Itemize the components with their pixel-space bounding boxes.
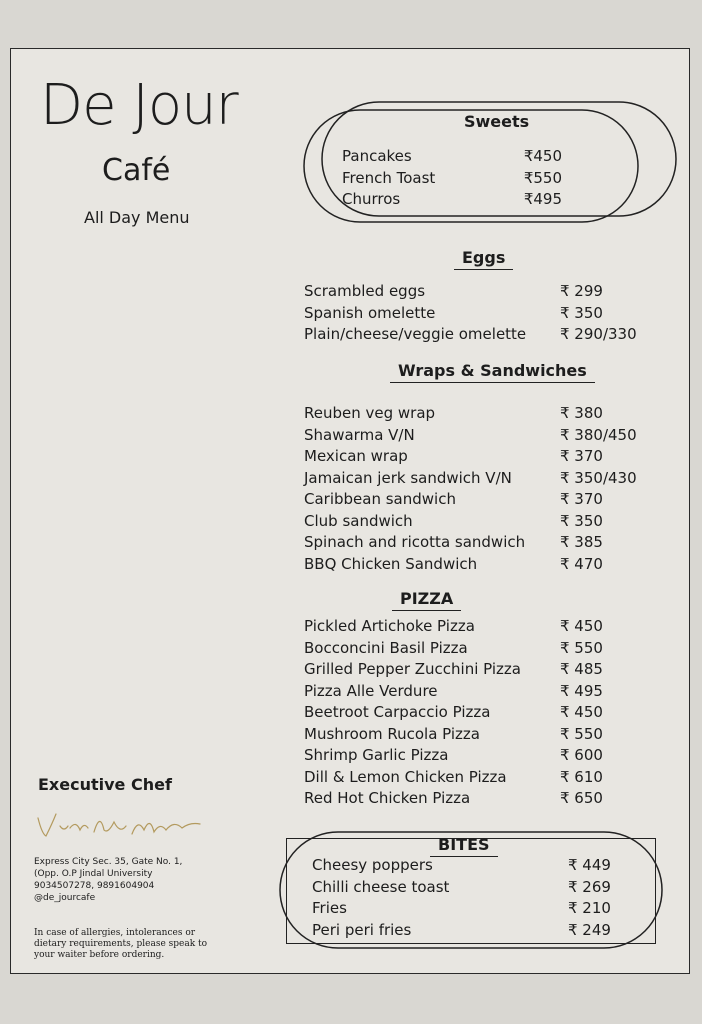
- item-price: ₹ 290/330: [560, 325, 637, 343]
- list-item: [304, 425, 637, 447]
- list-item: [304, 403, 634, 425]
- item-price: ₹ 370: [560, 447, 603, 465]
- list-item: [304, 767, 634, 789]
- contact-info: [34, 856, 182, 904]
- brand-subtitle: Café: [102, 153, 171, 188]
- item-name: Pickled Artichoke Pizza: [304, 617, 475, 635]
- item-price: ₹ 380: [560, 404, 603, 422]
- item-name: French Toast: [342, 168, 436, 187]
- item-price: ₹ 650: [560, 789, 603, 807]
- pizza-list: [304, 616, 634, 810]
- item-price: ₹ 550: [560, 638, 603, 657]
- item-price: ₹ 249: [568, 920, 611, 939]
- list-item: [304, 745, 634, 767]
- item-price: ₹ 450: [560, 703, 603, 721]
- item-name: Spinach and ricotta sandwich: [304, 533, 526, 551]
- list-item: [342, 146, 562, 168]
- item-name: Churros: [342, 190, 401, 208]
- list-item: [342, 168, 562, 190]
- list-item: [342, 189, 562, 211]
- list-item: [304, 324, 637, 346]
- item-price: ₹550: [523, 168, 562, 187]
- list-item: [304, 303, 634, 325]
- item-price: ₹ 550: [560, 724, 603, 743]
- item-name: Spanish omelette: [304, 303, 436, 322]
- item-price: ₹ 380/450: [560, 425, 637, 444]
- section-title-sweets: Sweets: [464, 112, 530, 131]
- item-name: Caribbean sandwich: [304, 490, 456, 508]
- sweets-list: [342, 146, 562, 211]
- item-price: ₹ 350/430: [560, 468, 637, 487]
- item-price: ₹ 350: [560, 511, 603, 530]
- item-price: ₹ 485: [560, 660, 603, 678]
- item-price: ₹ 299: [560, 282, 603, 300]
- menu-label: All Day Menu: [84, 208, 190, 227]
- social-handle: @de_jourcafe: [34, 893, 96, 903]
- list-item: [304, 659, 634, 681]
- list-item: [312, 920, 642, 942]
- list-item: [304, 638, 634, 660]
- item-price: ₹ 269: [568, 877, 611, 896]
- item-price: ₹ 470: [560, 554, 603, 573]
- chef-signature: [34, 804, 214, 844]
- item-name: Peri peri fries: [312, 920, 412, 939]
- item-name: Mexican wrap: [304, 447, 408, 465]
- item-price: ₹ 385: [560, 533, 603, 551]
- brand-name: De Jour: [40, 73, 238, 138]
- list-item: [304, 724, 634, 746]
- item-name: Shawarma V/N: [304, 425, 415, 444]
- eggs-list: [304, 281, 637, 346]
- item-name: Plain/cheese/veggie omelette: [304, 325, 527, 343]
- section-title-eggs: Eggs: [454, 248, 513, 270]
- item-price: ₹450: [523, 147, 562, 165]
- section-title-bites: BITES: [430, 835, 498, 857]
- section-title-pizza: PIZZA: [392, 589, 461, 611]
- item-price: ₹ 600: [560, 746, 603, 764]
- item-name: Cheesy poppers: [312, 856, 433, 874]
- item-name: Fries: [312, 899, 347, 917]
- item-name: Bocconcini Basil Pizza: [304, 638, 468, 657]
- list-item: [304, 281, 634, 303]
- list-item: [312, 898, 642, 920]
- list-item: [312, 855, 642, 877]
- list-item: [304, 446, 634, 468]
- allergy-note: In case of allergies, intolerances or dietary requirements, please speak to your waiter before ordering.: [34, 928, 208, 960]
- item-name: Grilled Pepper Zucchini Pizza: [304, 660, 521, 678]
- item-name: Pancakes: [342, 147, 412, 165]
- list-item: [304, 489, 634, 511]
- item-name: Mushroom Rucola Pizza: [304, 724, 480, 743]
- item-price: ₹ 350: [560, 303, 603, 322]
- item-name: Jamaican jerk sandwich V/N: [304, 468, 512, 487]
- list-item: [304, 468, 637, 490]
- phone-numbers: 9034507278, 9891604904: [34, 881, 155, 891]
- section-title-wraps: Wraps & Sandwiches: [390, 361, 595, 383]
- item-name: Reuben veg wrap: [304, 404, 436, 422]
- list-item: [304, 511, 634, 533]
- list-item: [304, 681, 634, 703]
- item-name: Beetroot Carpaccio Pizza: [304, 703, 491, 721]
- list-item: [304, 616, 634, 638]
- item-price: ₹ 610: [560, 767, 603, 786]
- list-item: [312, 877, 642, 899]
- list-item: [304, 702, 634, 724]
- item-name: Club sandwich: [304, 511, 413, 530]
- item-name: Chilli cheese toast: [312, 877, 450, 896]
- item-price: ₹ 370: [560, 490, 603, 508]
- executive-chef-title: Executive Chef: [38, 775, 172, 794]
- list-item: [304, 554, 634, 576]
- item-price: ₹ 210: [568, 899, 611, 917]
- item-price: ₹495: [523, 190, 562, 208]
- address-line: Express City Sec. 35, Gate No. 1,: [34, 857, 183, 867]
- item-price: ₹ 449: [568, 856, 611, 874]
- item-price: ₹ 495: [560, 681, 603, 700]
- address-line: (Opp. O.P Jindal University: [34, 869, 153, 879]
- list-item: [304, 788, 634, 810]
- item-name: Pizza Alle Verdure: [304, 681, 438, 700]
- list-item: [304, 532, 634, 554]
- item-name: BBQ Chicken Sandwich: [304, 554, 478, 573]
- bites-list: [312, 855, 642, 941]
- item-name: Red Hot Chicken Pizza: [304, 789, 471, 807]
- item-name: Dill & Lemon Chicken Pizza: [304, 767, 507, 786]
- item-name: Scrambled eggs: [304, 282, 426, 300]
- item-name: Shrimp Garlic Pizza: [304, 746, 449, 764]
- item-price: ₹ 450: [560, 617, 603, 635]
- wraps-list: [304, 403, 637, 575]
